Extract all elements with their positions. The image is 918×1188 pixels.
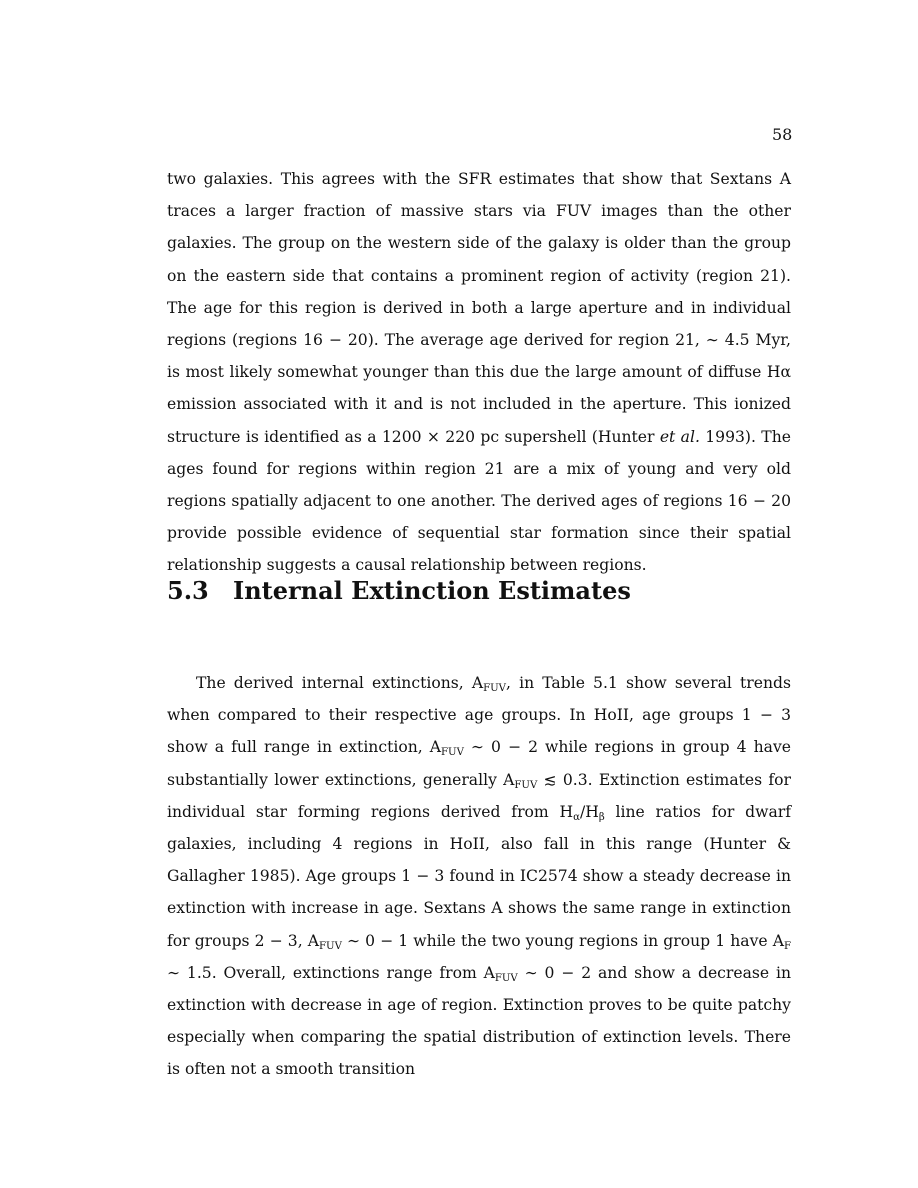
body-paragraph-1: two galaxies. This agrees with the SFR estimates that show that Sextans A traces a larger fraction of massive stars via FUV images than the other galaxies. The group on the western side of the galaxy is older than the group on the eastern side that contains a prominent region of activity (region 21). The age for this region is derived in both a large aperture and in individual regions (regions 16 − 20). The average age derived for region 21, ∼ 4.5 Myr, is most likely somewhat younger than this due the large amount of diffuse Hα emission associated with it and is not included in the aperture. This ionized structure is identified as a 1200 × 220 pc supershell (Hunter et al. 1993). The ages found for regions within region 21 are a mix of young and very old regions spatially adjacent to one another. The derived ages of regions 16 − 20 provide possible evidence of sequential star formation since their spatial relationship suggests a causal relationship between regions. — [167, 170, 791, 575]
page-number: 58 — [772, 125, 793, 144]
section-title: Internal Extinction Estimates — [233, 576, 631, 605]
body-paragraph-2: The derived internal extinctions, $A_{FUV}$, in Table 5.1 show several trends when compared to their respective age groups. In HoII, age groups 1 − 3 show a full range in extinction, $A_{FUV}$ ∼ 0 − 2 while regions in group 4 have substantially lower extinctions, generally $A_{FUV}$ ≲ 0.3. Extinction estimates for individual star forming regions derived from $H_\alpha/H_\beta$ line ratios for dwarf galaxies, including 4 regions in HoII, also fall in this range (Hunter & Gallagher 1985). Age groups 1 − 3 found in IC2574 show a steady decrease in extinction with increase in age. Sextans A shows the same range in extinction for groups 2 − 3, $A_{FUV}$ ∼ 0 − 1 while the two young regions in group 1 have $A_F$ ∼ 1.5. Overall, extinctions range from $A_{FUV}$ ∼ 0 − 2 and show a decrease in extinction with decrease in age of region. Extinction proves to be quite patchy especially when comparing the spatial distribution of extinction levels. There is often not a smooth transition — [167, 674, 792, 1079]
section-number: 5.3 — [167, 576, 209, 605]
section-heading — [167, 576, 631, 605]
